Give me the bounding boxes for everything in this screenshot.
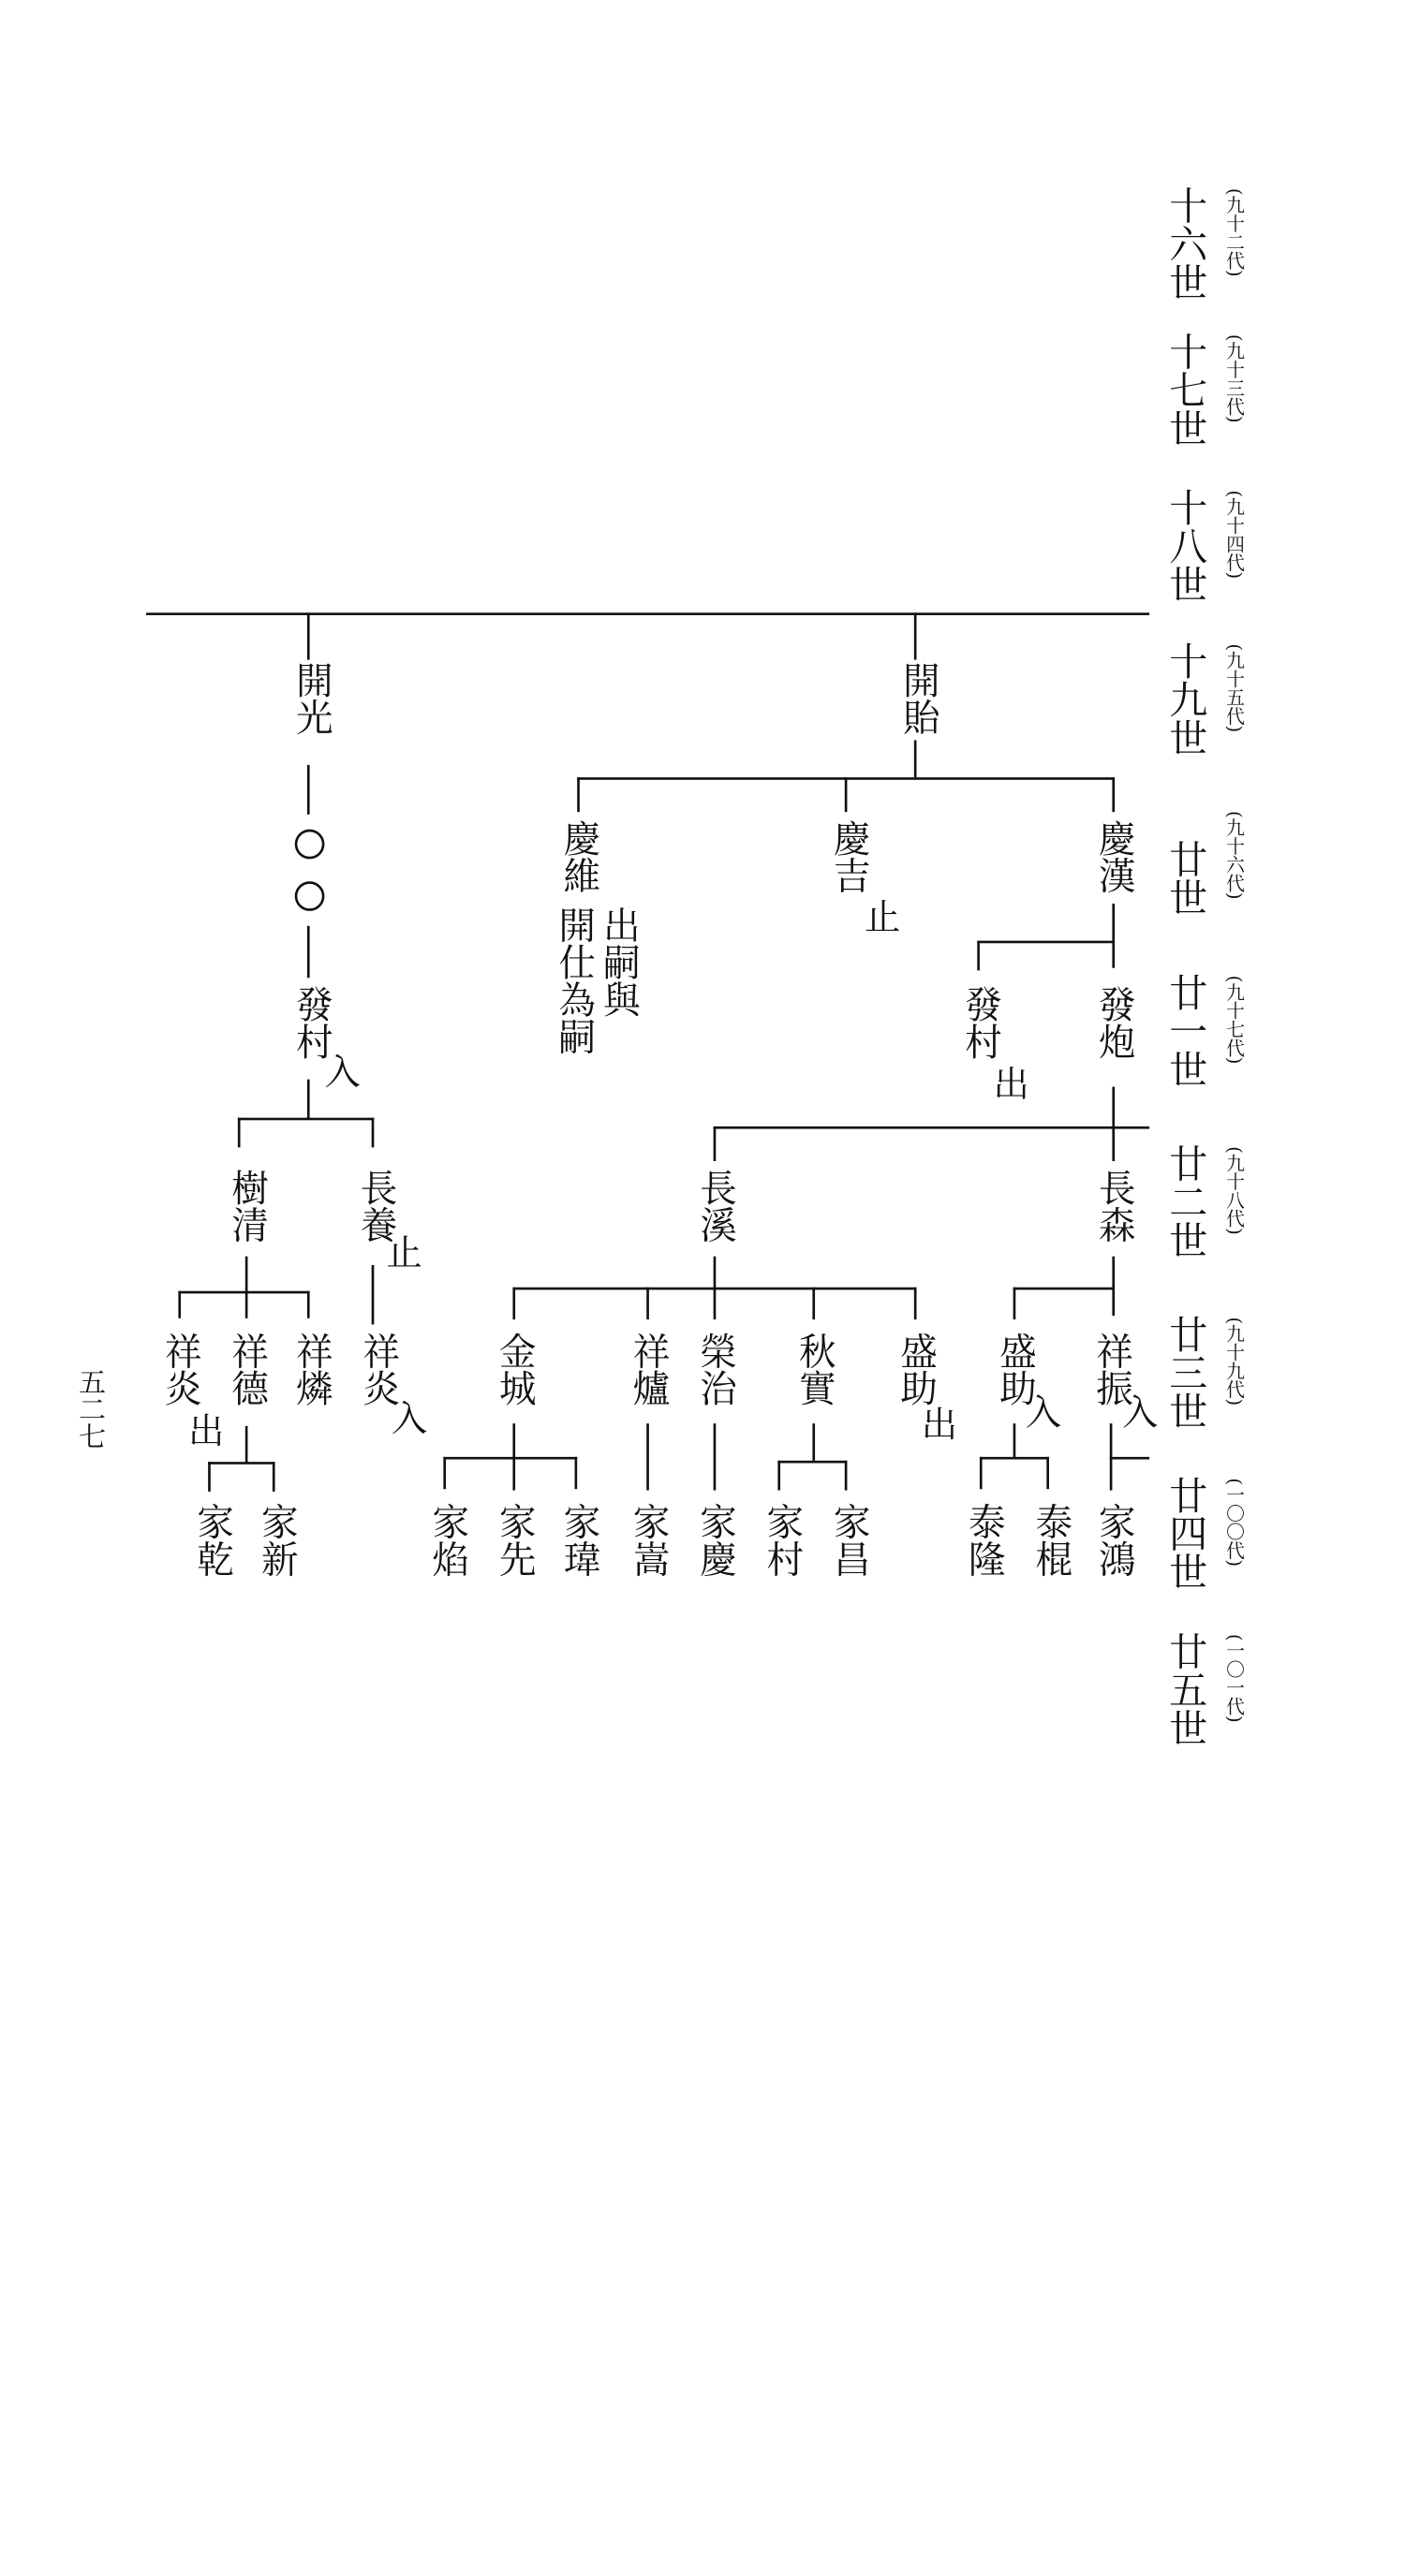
person-name: 家乾	[189, 1502, 233, 1578]
generation-dai: (一〇一代)	[1223, 1633, 1247, 1723]
connector-line	[178, 1291, 309, 1294]
generation-label: 廿三世	[1161, 1314, 1206, 1430]
person-name: 家嵩	[625, 1502, 670, 1578]
person-name: 樹清	[224, 1168, 268, 1244]
person-name: 慶維	[555, 819, 599, 894]
connector-line	[977, 941, 980, 971]
connector-line	[1112, 904, 1115, 968]
generation-dai: (九十三代)	[1223, 333, 1247, 423]
person-name: 慶漢	[1090, 819, 1135, 894]
connector-line	[646, 1288, 649, 1319]
connector-line	[1046, 1457, 1049, 1489]
connector-line	[914, 1288, 917, 1319]
person-name: 家瑋	[555, 1502, 599, 1578]
person-name: 金城	[491, 1332, 536, 1406]
connector-line	[812, 1423, 815, 1461]
connector-line	[575, 1457, 578, 1489]
connector-line	[307, 926, 310, 979]
connector-line	[646, 1423, 649, 1490]
connector-line	[714, 1288, 717, 1319]
person-name: 祥炎	[156, 1332, 201, 1406]
connector-line	[238, 1118, 374, 1121]
connector-line	[714, 1257, 717, 1288]
generation-dai: (九十六代)	[1223, 810, 1247, 900]
connector-line	[977, 941, 1115, 944]
connector-line	[307, 612, 310, 659]
person-name: 榮治	[692, 1332, 736, 1406]
connector-line	[577, 777, 580, 812]
person-name: 盛助	[992, 1332, 1036, 1406]
generation-dai: (九十九代)	[1223, 1317, 1247, 1406]
connector-line	[777, 1461, 780, 1491]
annotation-text: 入	[391, 1397, 428, 1440]
person-name: 發村	[957, 985, 1001, 1060]
connector-line	[307, 1291, 310, 1318]
person-name: 慶吉	[825, 819, 870, 894]
generation-dai: (九十八代)	[1223, 1146, 1247, 1235]
annotation-text: 入	[1025, 1391, 1062, 1434]
page-number: 五二七	[74, 1367, 106, 1450]
generation-label: 廿世	[1161, 839, 1206, 917]
person-name: 家鴻	[1090, 1502, 1135, 1578]
unknown-name-circle	[295, 881, 325, 911]
connector-line	[980, 1457, 983, 1489]
connector-line	[245, 1257, 248, 1291]
connector-line	[1112, 1257, 1115, 1316]
connector-line	[146, 612, 1149, 615]
person-name: 開光	[288, 660, 333, 736]
connector-line	[845, 777, 848, 812]
connector-line	[307, 1080, 310, 1119]
connector-line	[845, 1461, 848, 1491]
annotation-text: 出	[993, 1063, 1029, 1106]
connector-line	[512, 1288, 515, 1319]
generation-label: 廿一世	[1161, 973, 1206, 1088]
unknown-name-circle	[295, 830, 325, 860]
person-name: 泰棍	[1028, 1502, 1072, 1578]
generation-dai: (九十四代)	[1223, 490, 1247, 580]
person-name: 家新	[254, 1502, 298, 1578]
connector-line	[273, 1462, 275, 1492]
generation-dai: (九十二代)	[1223, 187, 1247, 277]
person-name: 家昌	[825, 1502, 870, 1578]
person-name: 長森	[1090, 1168, 1135, 1244]
generation-dai: (一〇〇代)	[1223, 1478, 1247, 1568]
connector-line	[443, 1457, 446, 1489]
person-name: 祥德	[224, 1332, 268, 1406]
connector-line	[812, 1288, 815, 1319]
person-name: 家焰	[424, 1502, 468, 1578]
connector-line	[1112, 1087, 1115, 1161]
connector-line	[777, 1461, 847, 1464]
connector-line	[1013, 1288, 1016, 1319]
connector-line	[1013, 1288, 1115, 1290]
person-name: 祥爐	[625, 1332, 670, 1406]
person-name: 泰隆	[961, 1502, 1005, 1578]
connector-line	[208, 1462, 274, 1465]
annotation-text: 開仕為嗣	[551, 905, 595, 1055]
annotation-text: 止	[864, 896, 901, 939]
connector-line	[238, 1118, 241, 1148]
annotation-text: 出	[921, 1404, 958, 1446]
connector-line	[245, 1426, 248, 1464]
connector-line	[914, 740, 917, 777]
connector-line	[714, 1126, 717, 1161]
person-name: 發炮	[1090, 985, 1135, 1060]
generation-label: 十七世	[1161, 331, 1206, 448]
annotation-text: 止	[386, 1231, 422, 1274]
person-name: 家先	[491, 1502, 536, 1578]
person-name: 長養	[352, 1168, 397, 1244]
connector-line	[714, 1126, 1149, 1129]
generation-dai: (九十七代)	[1223, 975, 1247, 1065]
generation-label: 廿五世	[1161, 1631, 1206, 1747]
generation-label: 十九世	[1161, 640, 1206, 757]
generation-label: 十六世	[1161, 185, 1206, 302]
person-name: 祥燐	[288, 1332, 333, 1406]
connector-line	[178, 1291, 181, 1318]
generation-label: 廿四世	[1161, 1475, 1206, 1591]
generation-label: 十八世	[1161, 487, 1206, 603]
person-name: 秋實	[791, 1332, 836, 1406]
connector-line	[372, 1265, 375, 1324]
connector-line	[980, 1457, 1049, 1460]
connector-line	[245, 1291, 248, 1318]
generation-dai: (九十五代)	[1223, 643, 1247, 733]
person-name: 開貽	[895, 660, 939, 736]
connector-line	[1013, 1423, 1016, 1458]
person-name: 盛助	[893, 1332, 937, 1406]
person-name: 祥振	[1088, 1332, 1132, 1406]
person-name: 長溪	[692, 1168, 736, 1244]
connector-line	[914, 612, 917, 659]
person-name: 家村	[759, 1502, 803, 1578]
connector-line	[443, 1457, 577, 1460]
annotation-text: 入	[324, 1051, 361, 1094]
connector-line	[372, 1118, 375, 1148]
person-name: 家慶	[692, 1502, 736, 1578]
connector-line	[714, 1423, 717, 1490]
connector-line	[1110, 1457, 1149, 1460]
connector-line	[307, 765, 310, 815]
connector-line	[1112, 777, 1115, 812]
annotation-text: 出	[187, 1409, 225, 1452]
person-name: 祥炎	[355, 1332, 399, 1406]
person-name: 發村	[288, 985, 333, 1060]
generation-label: 廿二世	[1161, 1143, 1206, 1259]
annotation-text: 出嗣與	[596, 905, 640, 1018]
annotation-text: 入	[1122, 1391, 1159, 1434]
connector-line	[208, 1462, 211, 1492]
